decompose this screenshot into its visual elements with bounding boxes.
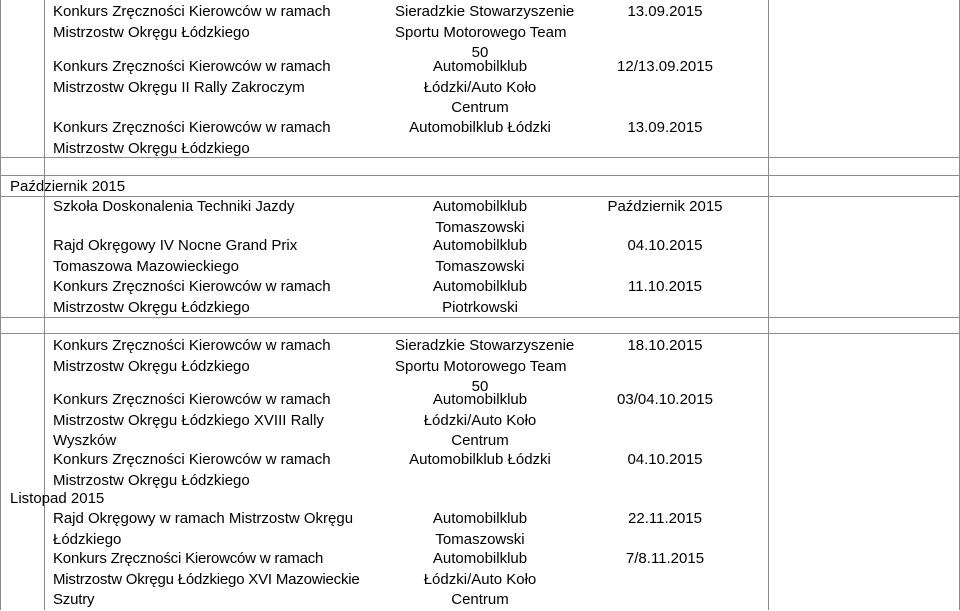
event-date: 13.09.2015 bbox=[627, 119, 703, 136]
event-name: Konkurs Zręczności Kierowców w ramach Mistrzostw Okręgu Łódzkiego bbox=[53, 119, 331, 157]
event-name: Konkurs Zręczności Kierowców w ramach Mistrzostw Okręgu Łódzkiego XVI Mazowieckie Szutry bbox=[53, 550, 360, 608]
month-heading: Listopad 2015 bbox=[10, 490, 105, 507]
organizer: Automobilklub Tomaszowski bbox=[432, 510, 528, 548]
event-date: 18.10.2015 bbox=[627, 337, 703, 354]
event-date: 11.10.2015 bbox=[628, 278, 702, 295]
event-name: Konkurs Zręczności Kierowców w ramach Mistrzostw Okręgu II Rally Zakroczym bbox=[53, 58, 331, 96]
event-name: Konkurs Zręczności Kierowców w ramach Mistrzostw Okręgu Łódzkiego bbox=[53, 451, 331, 489]
row-divider bbox=[0, 175, 960, 176]
event-date: 04.10.2015 bbox=[627, 237, 703, 254]
event-name: Szkoła Doskonalenia Techniki Jazdy bbox=[53, 198, 295, 215]
row-divider bbox=[0, 333, 960, 334]
event-date: 12/13.09.2015 bbox=[617, 58, 713, 75]
event-date: Październik 2015 bbox=[607, 198, 723, 215]
table-border-left bbox=[0, 0, 1, 610]
organizer: Automobilklub Tomaszowski bbox=[432, 198, 528, 236]
event-name: Konkurs Zręczności Kierowców w ramach Mistrzostw Okręgu Łódzkiego bbox=[53, 278, 331, 316]
organizer: Automobilklub Łódzki bbox=[409, 119, 551, 136]
organizer: Automobilklub Piotrkowski bbox=[432, 278, 528, 316]
event-date: 13.09.2015 bbox=[627, 3, 703, 20]
month-heading: Październik 2015 bbox=[10, 178, 126, 195]
event-date: 03/04.10.2015 bbox=[617, 391, 713, 408]
event-date: 04.10.2015 bbox=[627, 451, 703, 468]
organizer: Automobilklub Łódzki/Auto Koło Centrum bbox=[423, 391, 537, 449]
event-name: Konkurs Zręczności Kierowców w ramach Mistrzostw Okręgu Łódzkiego bbox=[53, 337, 331, 375]
event-name: Konkurs Zręczności Kierowców w ramach Mistrzostw Okręgu Łódzkiego bbox=[53, 3, 331, 41]
organizer: Sieradzkie Stowarzyszenie Sportu Motorowego Team 50 bbox=[395, 337, 575, 395]
event-name: Konkurs Zręczności Kierowców w ramach Mistrzostw Okręgu Łódzkiego XVIII Rally Wyszków bbox=[53, 391, 331, 449]
event-date: 7/8.11.2015 bbox=[625, 550, 705, 567]
event-name: Rajd Okręgowy IV Nocne Grand Prix Tomaszowa Mazowieckiego bbox=[53, 237, 298, 275]
event-name: Rajd Okręgowy w ramach Mistrzostw Okręgu Łódzkiego bbox=[53, 510, 354, 548]
column-divider bbox=[44, 0, 45, 610]
organizer: Automobilklub Łódzki bbox=[409, 451, 551, 468]
organizer: Automobilklub Łódzki/Auto Koło Centrum bbox=[423, 550, 537, 608]
event-date: 22.11.2015 bbox=[628, 510, 702, 527]
organizer: Automobilklub Łódzki/Auto Koło Centrum bbox=[423, 58, 537, 116]
organizer: Sieradzkie Stowarzyszenie Sportu Motorowego Team 50 bbox=[395, 3, 575, 61]
organizer: Automobilklub Tomaszowski bbox=[432, 237, 528, 275]
